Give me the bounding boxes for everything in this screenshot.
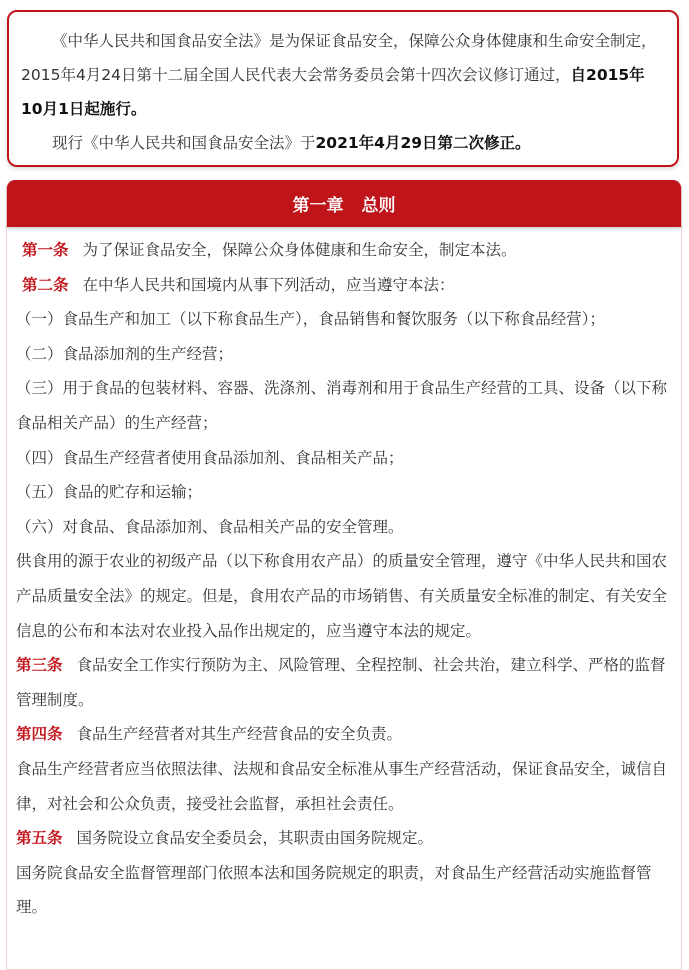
article-label: 第五条 [16,829,63,848]
intro-text-2: 现行《中华人民共和国食品安全法》于 [52,134,316,152]
article-label: 第四条 [16,725,63,744]
article-4 [16,717,673,752]
intro-box [7,10,679,167]
intro-amendment-date: 2021年4月29日第二次修正。 [315,134,531,152]
intro-paragraph-1 [21,24,665,126]
chapter-content [7,227,681,925]
article-text: 食品安全工作实行预防为主、风险管理、全程控制、社会共治，建立科学、严格的监督管理制度。 [16,656,666,709]
intro-effective-date: 自2015年10月1日起施行。 [21,66,645,118]
article-paragraph: 供食用的源于农业的初级产品（以下称食用农产品）的质量安全管理，遵守《中华人民共和国农产品质量安全法》的规定。但是，食用农产品的市场销售、有关质量安全标准的制定、有关安全信息的公布和本法对农业投入品作出规定的，应当遵守本法的规定。 [16,552,668,640]
article-label: 第三条 [16,656,63,675]
article-label: 第二条 [22,275,69,294]
article-5 [16,821,673,856]
article-2 [16,268,673,303]
article-3 [16,648,673,717]
article-1 [16,233,673,268]
article-text: 为了保证食品安全，保障公众身体健康和生命安全，制定本法。 [82,241,517,259]
chapter-header [7,180,681,227]
list-item: （六）对食品、食品添加剂、食品相关产品的安全管理。 [16,517,404,536]
list-item: （五）食品的贮存和运输； [16,483,203,502]
article-text: 食品生产经营者对其生产经营食品的安全负责。 [76,725,403,744]
article-text: 在中华人民共和国境内从事下列活动，应当遵守本法： [82,275,455,294]
list-item: （一）食品生产和加工（以下称食品生产），食品销售和餐饮服务（以下称食品经营）； [16,310,606,329]
chapter-title: 总则 [361,196,396,216]
chapter-panel [6,180,682,970]
list-item: （二）食品添加剂的生产经营； [16,344,234,363]
article-label: 第一条 [22,241,69,259]
list-item: （四）食品生产经营者使用食品添加剂、食品相关产品； [16,448,404,467]
article-paragraph: 食品生产经营者应当依照法律、法规和食品安全标准从事生产经营活动，保证食品安全，诚信自律，对社会和公众负责，接受社会监督，承担社会责任。 [16,759,668,813]
article-paragraph: 国务院食品安全监督管理部门依照本法和国务院规定的职责，对食品生产经营活动实施监督管理。 [16,863,652,917]
intro-text: 《中华人民共和国食品安全法》是为保证食品安全，保障公众身体健康和生命安全制定，2015年4月24日第十二届全国人民代表大会常务委员会第十四次会议修订通过， [21,32,657,84]
chapter-number: 第一章 [292,196,344,216]
article-text: 国务院设立食品安全委员会，其职责由国务院规定。 [76,829,434,848]
list-item: （三）用于食品的包装材料、容器、洗涤剂、消毒剂和用于食品生产经营的工具、设备（以下称食品相关产品）的生产经营； [16,379,668,432]
intro-paragraph-2 [21,126,665,160]
